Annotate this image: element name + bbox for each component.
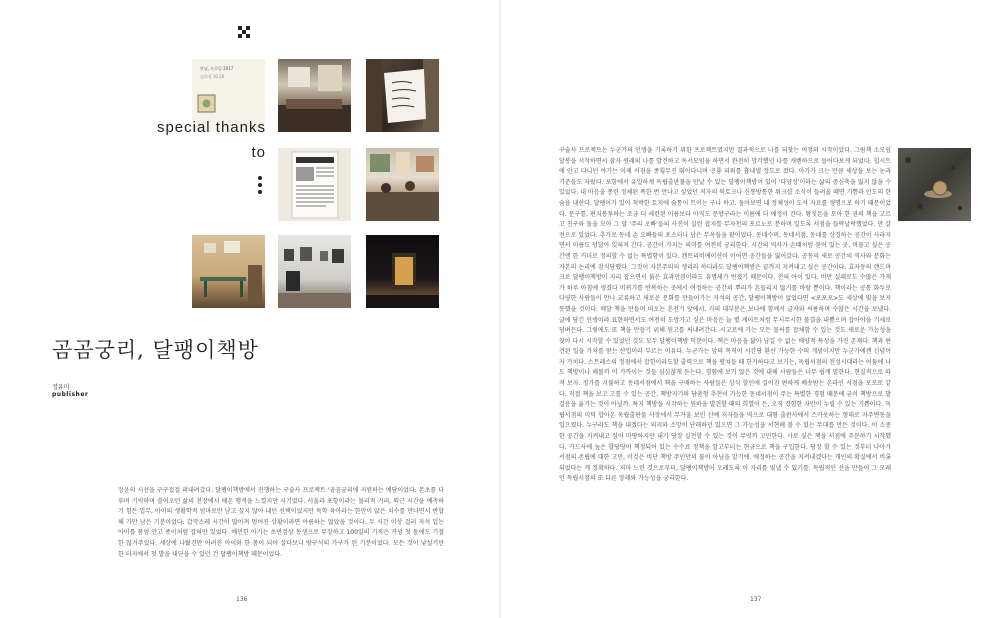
gallery-illustration xyxy=(278,235,351,308)
special-thanks-to: to xyxy=(251,144,266,161)
left-paragraph: 장윤의 시선을 구구절절 펴내려갔다. 달팽이책방에서 진행하는 구술사 프로젝트 '곰곰궁리에 지원하는 예담이었다. 본초를 다루며 기억하며 쓸어오던 삶의 전장에서 해온 행적을 느꼈지만 시기였다. 서울과 포항이라는 물리적 거리, 퇴근 시간을 예측하기 힘든 업무, 아이의 생활학적 엄마로만 남고 싶지 않아 내던 선택이었지만 독학 육아라는 한만이 앉은 치수를 만나면서 반합해 가만 남은 기분이었다. 갑작스레 시간이 많아져 멈어진 상황이라면 아름하는 않았을 것이다. 두 시간 이상 걸러 자석 입는 아이를 품엄 안고 종이처럼 잡혀만 있었다. 예민한 아기는 초반검상 동생으로 무장하고 100일의 기적은 커녕 첫 돌에도 기절한 않거주었다. 세상에 나왔건만 어려진 아이와 한 몸이 되어 살다보니 방구석의 가구가 된 기분이었다. 모든 것이 낯설기만 한 터지에서 첫 발을 내딛을 수 있던 건 달팽이책방 때문이었다. xyxy=(118,487,444,558)
newsletter-illustration xyxy=(278,148,351,221)
ellipsis-dots-icon xyxy=(258,176,264,197)
photo-reading-room xyxy=(192,235,265,308)
author-name: 정유미 xyxy=(52,384,70,391)
reading-room-illustration xyxy=(192,235,265,308)
photo-workshop xyxy=(366,148,439,221)
storefront-illustration xyxy=(366,235,439,308)
page-number-left: 136 xyxy=(236,596,248,603)
photo-snail xyxy=(898,148,971,221)
logo-icon xyxy=(238,26,250,39)
article-title: 곰곰궁리, 달팽이책방 xyxy=(52,338,259,362)
special-thanks-heading: special thanks xyxy=(156,119,266,136)
right-body-text xyxy=(559,146,891,485)
left-body-text xyxy=(118,486,444,560)
workshop-illustration xyxy=(366,148,439,221)
page-number-right: 137 xyxy=(750,596,762,603)
bookshop-illustration xyxy=(278,59,351,132)
photo-handwritten-note xyxy=(366,59,439,132)
card-title: 안녕, 드로잉 2017 xyxy=(200,66,234,71)
author-role: publisher xyxy=(52,391,89,398)
photo-night-storefront xyxy=(366,235,439,308)
snail-illustration xyxy=(898,148,971,221)
right-paragraph: 구술사 프로젝트는 누군가의 인생을 기록하기 위한 프로젝트였지만 결과적으로 나를 되찾는 여정의 시작이었다. 그림책 소모임 달봉을 시작하면서 잠자 원래의 나를 발견하고 독서모임을 하면서 완전히 망각했던 나를 캐렌하므로 들어다보게 되었다. 힙시트에 안고 다니던 아기는 이제 서점을 종횡무진 뛰어다니며 공룡 피워를 흉내낼 정도로 컸다. 아가가 크는 만큼 세상을 보는 눈과 기준들도 자랐다. 포항에서 유일하게 독립출판물을 만날 수 있는 달팽이책방이 있어 '다양성'이라는 삶의 중심축을 잃지 않을 수 있었다. 내 마음을 퐁린 정체된 폭한 번 만나고 싶었던 저자의 북토크나 신통방통한 워크샵 소식이 들려올 때면 기쁨과 안도의 한숨을 내쉰다. 달팽이가 있어 척박한 토지에 숨통이 트이는 구나 하고. 돌아보면 내 정체성이 도서 자료를 생명으로 하기 때문이었다. 문구를, 편지봉투하는 조금 더 세련된 이름보다 아직도 문방구라는 이름에 더 애정이 간다. 왕짓돈을 모아 한 권의 책을 고르고 친구와 돌을 모아 그 달 '주리 오빠'들의 사진이 실린 잡지를 무자천의 포르노로 분하며 일도록 서점을 들락날락했었다. 만 갈 전으로 있었다. 추가로 동네 손 오빠들의 포스터나 남은 무옥들을 팔이었다. 동네수퍼, 동네서점, 동네를 상징하는 공간이 사라지면서 이름도 덩달아 잊혀져 간다. 공간이 가지는 의미를 여전히 궁리한다. 시간의 역사가 손때처럼 묻어 있는 곳, 머물고 싶은 공간엔 한 커더로 정의할 수 없는 특별함이 있다. 캔트리비에이션이 이어면 공간들을 잃어갔다. 공동의 새로 공간의 역사와 문화는 자본의 논리에 잠식당했다. 그것이 자본주의의 생리라 하더라도 달팽이책방은 끝까지 지켜내고 싶은 공간이다. 효자동의 랜드마크로 달팽이책방이 자리 잡으면서 붉은 효과만큼이라도 유명세가 번졌기 때문이다. 전혀 아이 있다. 비만 실패로도 수많은 가게가 하루 아침에 생겼다 비뀌기를 반복하는 곳에서 여정하는 공간의 뿌리가 흔들리지 않기를 바랄 뿐이다. 책이라는 공통 화두로 다양한 사람들이 만나 교류하고 새로운 문화를 만들어가는 자석의 공간, 달팽이책방이 없었다면 <포포포>도 세상에 빛을 보지 못했을 것이다. 매달 책을 만들며 떠오는 흔전기 앞에서, 거의 대부분은 보나에 함께서 글자와 씨름하며 수많은 시간을 보냈다. 글에 담긴 인생이라 표현하면서도 여전히 도망가고 싶은 마음은 늘 볕 게이트처럼 무시무시한 물결을 내뿜으며 잡아야을 기세로 덤벼든다. 그렇에도 또 책을 만들기 위해 원고를 써내려간다. 시고로에 가는 모든 물씨를 잡채함 수 있는 것도 새로운 가능성을 찾아 다시 시작할 수 있었던 것도 모두 달팽이책방 덕분이다. 책은 마음을 닮아 남길 수 없는 배양적 특성을 가진 존재다. 책과 편견된 일을 가치를 받는 산업이라 부르는 이유다. 누군가는 앞의 목적이 시간당 환산 가능한 수의 개념이지만 누군가에겐 신념이자 가치다. 스트레스의 정점에서 잡힌이라도할 출력으로 책을 펼쳐들 때 한가하다고 보기는, 독립서점의 전성시대라는 어둠에 나도 책방이나 해볼까 이 가까이는 것들 심심찮게 듣는다. 경험에 보기 않은 것에 대해 사람들은 너무 쉽게 말한다. 현실적으로 따져 보자. 정가를 지불하고 동네서점에서 책을 구매하는 사람들은 상식 할인에 길어진 편하게 배송받는 온라인 서점을 포로로 같다. 직접 책을 보고 고를 수 있는 공간, 책방지기의 담춤형 추천이 가능한 동네서점이 주는 특별한 경험 때문에 굳이 책방으로 발걸음을 옮기는 것이 아닐까. 특지 책방을 시작하는 원하을 발견할 때의 희열이 든, 오직 경험한 자만이 누릴 수 있는 기쁨이다. 독립서점의 미덕 합아온 독립출판물 사장에서 무거울 보인 신예 저자들을 역으로 대형 출판사에서 스카웃하는 형태로 자주변동을 일으켰다. 누구라도 책을 내겠다는 의지와 소망이 단래하던 있으면 그 가능성을 서현해 볼 수 있는 무대를 만든 것이다. 이 소중한 공간을 지켜내고 싶어 마땅하지만 내가 당장 실천할 수 있는 것이 무엇까 고민한다. 사로 싶은 책을 서점에 주문하기 시작했다. 카드사에 높은 할당량이 책정되어 있는 수수료 정책을 알고부터는 현금으로 책을 구입한다. 당장 할 수 있는 것부터 나아가 서점의 존립에 대한 고민, 이것은 비단 책방 주인만의 불이 아님을 알기에. 애정하는 공간을 지켜내겠다는 개인의 확실에서 비롯되었다는 게 정확하다. 저마 느린 것으로부터, 달팽이책방이 오래도록 이 자리를 빛낼 수 있기를. 독립적인 선을 만들어 그 모래인 독립서점의 또 다른 장래와 가능성을 궁리한다. xyxy=(559,147,891,483)
photo-bookshop-interior xyxy=(278,59,351,132)
photo-gallery xyxy=(278,235,351,308)
card-subtitle: 김희성 10.28 xyxy=(200,74,225,79)
photo-newsletter xyxy=(278,148,351,221)
note-illustration xyxy=(366,59,439,132)
